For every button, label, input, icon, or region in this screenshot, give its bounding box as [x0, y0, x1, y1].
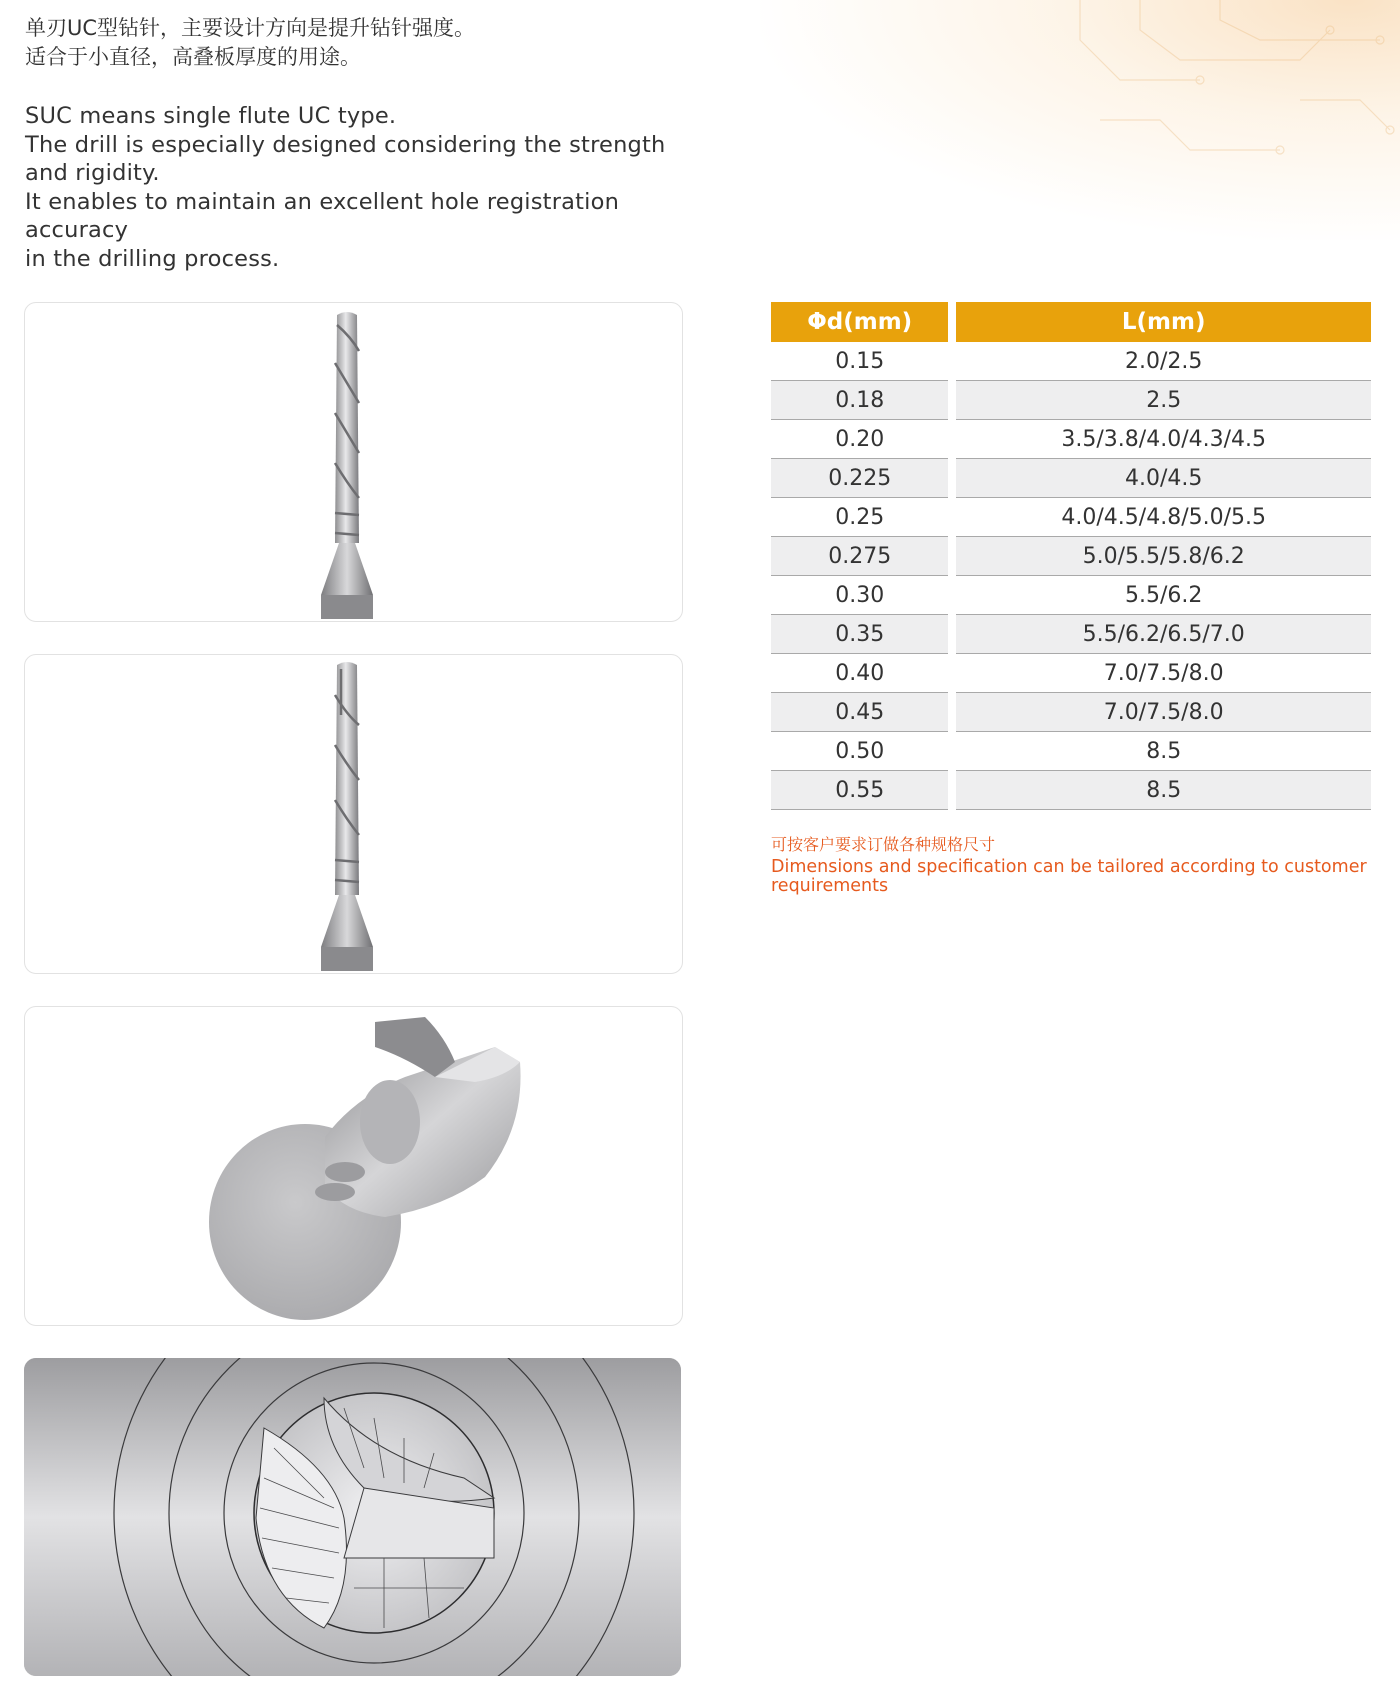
table-row	[771, 459, 1371, 498]
diameter-cell: 0.25	[771, 498, 948, 537]
length-cell: 5.0/5.5/5.8/6.2	[956, 537, 1371, 576]
table-row	[771, 693, 1371, 732]
spec-table	[771, 302, 1371, 810]
table-header-diameter: Φd(mm)	[771, 302, 948, 342]
intro-en-line: The drill is especially designed considering the strength	[25, 131, 666, 158]
table-row	[771, 381, 1371, 420]
note-en-line: requirements	[771, 876, 889, 896]
intro-en-line: in the drilling process.	[25, 245, 280, 272]
length-cell: 4.0/4.5	[956, 459, 1371, 498]
intro-en-line: SUC means single flute UC type.	[25, 103, 397, 129]
length-cell: 5.5/6.2	[956, 576, 1371, 615]
table-row	[771, 498, 1371, 537]
table-header-row	[771, 302, 1371, 342]
drill-image-panel	[24, 302, 683, 622]
diameter-cell: 0.275	[771, 537, 948, 576]
length-cell: 2.5	[956, 381, 1371, 420]
note-en-line: Dimensions and specification can be tailored according to customer	[771, 857, 1367, 877]
drill-flute-cross-section-icon	[24, 1358, 681, 1676]
diameter-cell: 0.30	[771, 576, 948, 615]
drill-side-view-rotated-icon	[25, 655, 682, 973]
customization-note	[771, 834, 1381, 896]
diameter-cell: 0.40	[771, 654, 948, 693]
table-row	[771, 732, 1371, 771]
length-cell: 8.5	[956, 732, 1371, 771]
intro-en-line: It enables to maintain an excellent hole registration accuracy	[25, 188, 620, 243]
diameter-cell: 0.225	[771, 459, 948, 498]
table-row	[771, 537, 1371, 576]
diameter-cell: 0.50	[771, 732, 948, 771]
table-row	[771, 576, 1371, 615]
note-en	[771, 858, 1381, 896]
circuit-pattern-icon	[1000, 0, 1400, 200]
diameter-cell: 0.15	[771, 342, 948, 381]
note-cn: 可按客户要求订做各种规格尺寸	[771, 835, 996, 854]
length-cell: 3.5/3.8/4.0/4.3/4.5	[956, 420, 1371, 459]
table-row	[771, 342, 1371, 381]
intro-cn-line: 单刃UC型钻针，主要设计方向是提升钻针强度。	[25, 16, 476, 40]
length-cell: 7.0/7.5/8.0	[956, 654, 1371, 693]
diameter-cell: 0.18	[771, 381, 948, 420]
table-row	[771, 420, 1371, 459]
length-cell: 2.0/2.5	[956, 342, 1371, 381]
table-header-length: L(mm)	[956, 302, 1371, 342]
table-row	[771, 615, 1371, 654]
intro-en-line: and rigidity.	[25, 160, 160, 186]
intro-text	[25, 14, 725, 273]
diameter-cell: 0.45	[771, 693, 948, 732]
table-row	[771, 771, 1371, 810]
drill-image-panel	[24, 1006, 683, 1326]
length-cell: 4.0/4.5/4.8/5.0/5.5	[956, 498, 1371, 537]
diameter-cell: 0.55	[771, 771, 948, 810]
diameter-cell: 0.20	[771, 420, 948, 459]
length-cell: 8.5	[956, 771, 1371, 810]
length-cell: 7.0/7.5/8.0	[956, 693, 1371, 732]
drill-tip-closeup-icon	[25, 1007, 682, 1325]
length-cell: 5.5/6.2/6.5/7.0	[956, 615, 1371, 654]
intro-cn-line: 适合于小直径，高叠板厚度的用途。	[25, 45, 361, 69]
drill-image-panel	[24, 654, 683, 974]
drill-image-panel	[24, 1358, 681, 1676]
diameter-cell: 0.35	[771, 615, 948, 654]
table-row	[771, 654, 1371, 693]
drill-side-view-icon	[25, 303, 682, 621]
